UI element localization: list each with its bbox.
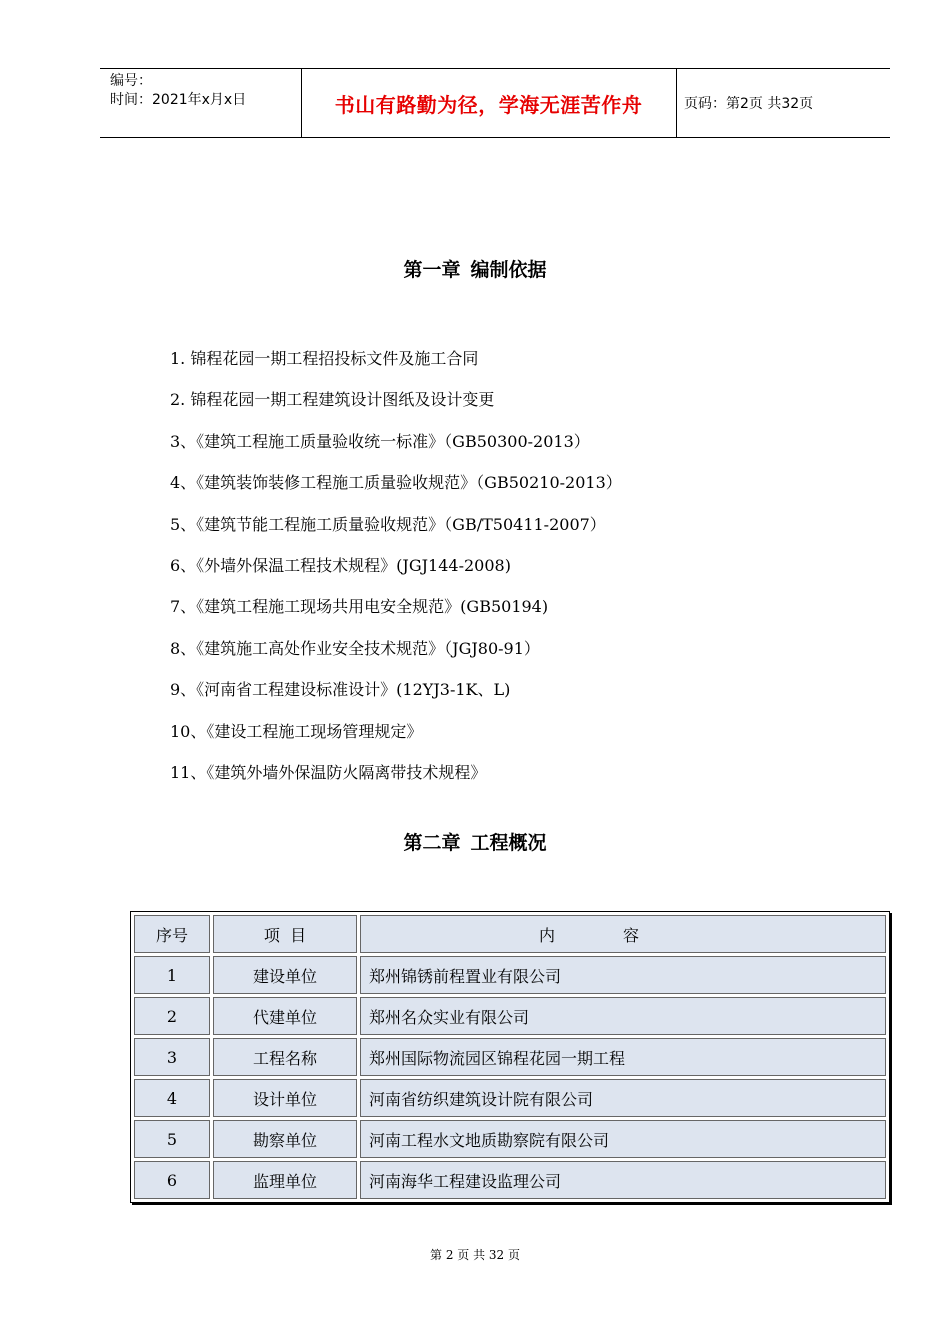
row-content: 河南海华工程建设监理公司	[360, 1161, 886, 1199]
header-meta	[110, 69, 300, 137]
header-cell-content: 内容	[360, 915, 886, 953]
header-cell-item: 项 目	[213, 915, 357, 953]
row-content: 河南工程水文地质勘察院有限公司	[360, 1120, 886, 1158]
table-row	[134, 997, 886, 1035]
table-row	[134, 1038, 886, 1076]
table-row	[134, 956, 886, 994]
project-overview-table	[130, 911, 890, 1203]
chapter2-title: 工程概况	[470, 832, 547, 854]
row-index: 1	[134, 956, 210, 994]
header-page-label: 页码：第2页 共32页	[684, 96, 814, 112]
page-footer: 第 2 页 共 32 页	[430, 1248, 520, 1262]
header-motto: 书山有路勤为径，学海无涯苦作舟	[334, 92, 643, 117]
header-divider	[676, 69, 677, 137]
list-item: 8、《建筑施工高处作业安全技术规范》（JGJ80-91）	[170, 638, 540, 658]
row-index: 2	[134, 997, 210, 1035]
chapter1-heading	[0, 255, 950, 282]
list-item: 2. 锦程花园一期工程建筑设计图纸及设计变更	[170, 390, 495, 410]
row-content: 郑州名众实业有限公司	[360, 997, 886, 1035]
row-content: 郑州锦锈前程置业有限公司	[360, 956, 886, 994]
list-item: 11、《建筑外墙外保温防火隔离带技术规程》	[170, 762, 487, 782]
row-index: 3	[134, 1038, 210, 1076]
serial-label: 编号：	[110, 73, 152, 89]
list-item: 7、《建筑工程施工现场共用电安全规范》(GB50194)	[170, 597, 549, 617]
list-item: 4、《建筑装饰装修工程施工质量验收规范》（GB50210-2013）	[170, 473, 622, 493]
list-item: 10、《建设工程施工现场管理规定》	[170, 721, 423, 741]
chapter2-number: 第二章	[403, 832, 461, 854]
list-item: 1. 锦程花园一期工程招投标文件及施工合同	[170, 349, 479, 368]
row-item: 设计单位	[213, 1079, 357, 1117]
table-row	[134, 1161, 886, 1199]
row-index: 6	[134, 1161, 210, 1199]
row-item: 代建单位	[213, 997, 357, 1035]
chapter1-title: 编制依据	[470, 259, 547, 281]
chapter1-number: 第一章	[403, 259, 461, 281]
table-row	[134, 1079, 886, 1117]
row-item: 工程名称	[213, 1038, 357, 1076]
row-content: 河南省纺织建筑设计院有限公司	[360, 1079, 886, 1117]
reference-list	[170, 344, 622, 799]
header-cell-index: 序号	[134, 915, 210, 953]
list-item: 5、《建筑节能工程施工质量验收规范》（GB/T50411-2007）	[170, 514, 606, 534]
list-item: 6、《外墙外保温工程技术规程》(JGJ144-2008)	[170, 555, 511, 575]
list-item: 9、《河南省工程建设标准设计》(12YJ3-1K、L)	[170, 680, 511, 700]
time-label: 时间：2021年x月x日	[110, 92, 247, 108]
row-content: 郑州国际物流园区锦程花园一期工程	[360, 1038, 886, 1076]
list-item: 3、《建筑工程施工质量验收统一标准》（GB50300-2013）	[170, 431, 590, 451]
table-row	[134, 1120, 886, 1158]
chapter2-heading	[0, 828, 950, 855]
row-item: 勘察单位	[213, 1120, 357, 1158]
table-header-row	[134, 915, 886, 953]
page-header	[100, 68, 890, 138]
row-index: 4	[134, 1079, 210, 1117]
row-item: 建设单位	[213, 956, 357, 994]
row-index: 5	[134, 1120, 210, 1158]
row-item: 监理单位	[213, 1161, 357, 1199]
